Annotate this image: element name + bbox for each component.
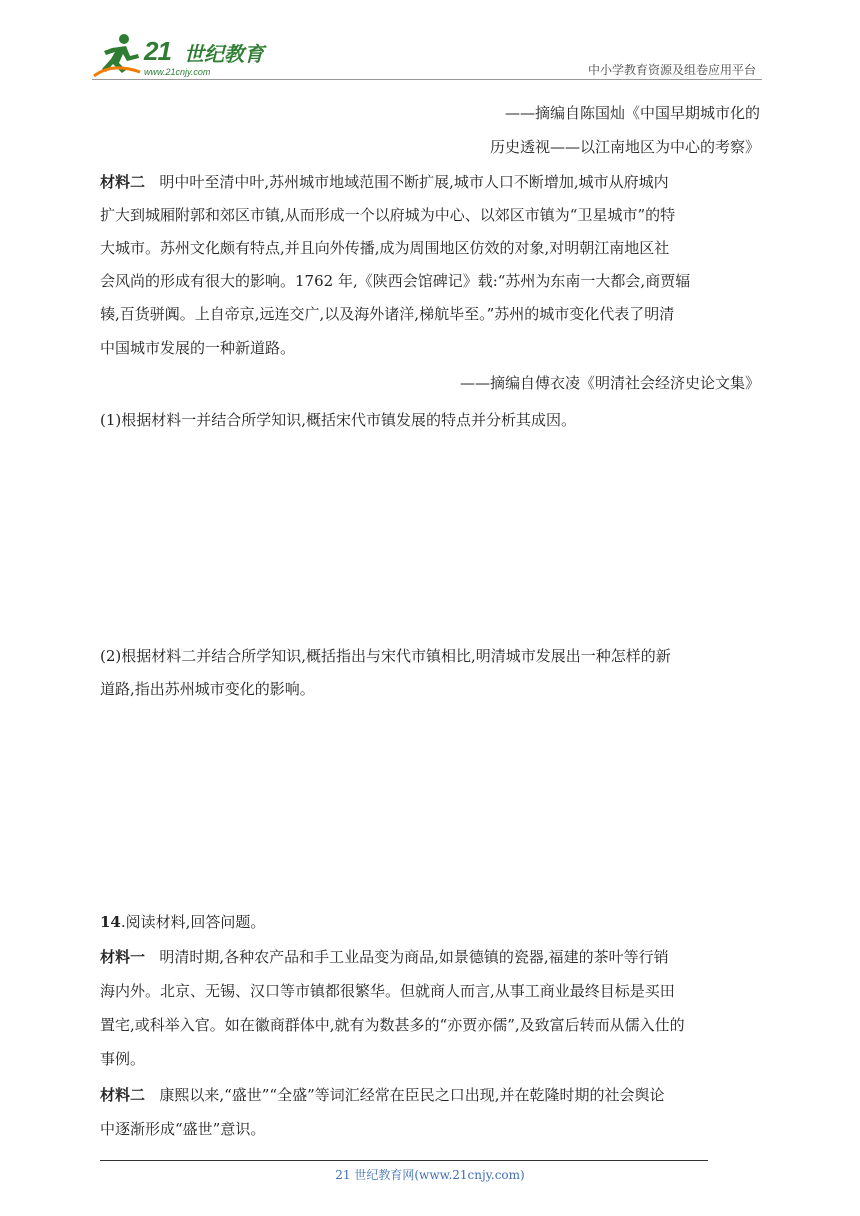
q14-material-one-line-3: 置宅,或科举入官。如在徽商群体中,就有为数甚多的“亦贾亦儒”,及致富后转而从儒入仕的 — [100, 1016, 685, 1034]
material-two-line-6: 中国城市发展的一种新道路。 — [100, 339, 296, 357]
material-two-line-5: 辏,百货骈阗。上自帝京,远连交广,以及海外诸洋,梯航毕至。”苏州的城市变化代表了明清 — [100, 305, 675, 323]
question-2-line-1: (2)根据材料二并结合所学知识,概括指出与宋代市镇相比,明清城市发展出一种怎样的新 — [100, 647, 671, 665]
material-label: 材料二 — [100, 173, 146, 191]
q14-material-two-line-2: 中逐渐形成“盛世”意识。 — [100, 1120, 266, 1138]
question-14-heading — [100, 911, 760, 933]
source-citation-line-2: 历史透视——以江南地区为中心的考察》 — [489, 138, 760, 156]
material-label: 材料二 — [100, 1086, 146, 1104]
material-two-line-1 — [100, 171, 760, 193]
site-logo[interactable] — [92, 30, 272, 78]
header-divider — [92, 79, 762, 80]
material-two-line-4: 会风尚的形成有很大的影响。1762 年,《陕西会馆碑记》载:“苏州为东南一大都会,商贾辐 — [100, 272, 691, 290]
logo-text: 世纪教育 — [184, 42, 264, 66]
q14-material-one-line-4: 事例。 — [100, 1050, 146, 1068]
logo-number: 21 — [144, 36, 171, 66]
q14-material-one-line-1 — [100, 946, 760, 968]
question-prompt: .阅读材料,回答问题。 — [120, 913, 266, 931]
material-two-source: ——摘编自傅衣凌《明清社会经济史论文集》 — [459, 374, 760, 392]
q14-material-one-line-2: 海内外。北京、无锡、汉口等市镇都很繁华。但就商人而言,从事工商业最终目标是买田 — [100, 982, 675, 1000]
footer-link[interactable]: 21 世纪教育网(www.21cnjy.com) — [335, 1168, 525, 1182]
question-1: (1)根据材料一并结合所学知识,概括宋代市镇发展的特点并分析其成因。 — [100, 411, 577, 429]
material-text: 明清时期,各种农产品和手工业品变为商品,如景德镇的瓷器,福建的茶叶等行销 — [159, 948, 669, 966]
footer-divider — [100, 1160, 708, 1161]
material-label: 材料一 — [100, 948, 146, 966]
question-number: 14 — [100, 913, 121, 931]
source-citation-line-1: ——摘编自陈国灿《中国早期城市化的 — [504, 104, 760, 122]
material-two-line-3: 大城市。苏州文化颇有特点,并且向外传播,成为周围地区仿效的对象,对明朝江南地区社 — [100, 239, 670, 257]
material-text: 明中叶至清中叶,苏州城市地域范围不断扩展,城市人口不断增加,城市从府城内 — [159, 173, 669, 191]
platform-name: 中小学教育资源及组卷应用平台 — [587, 63, 756, 77]
q14-material-two-line-1 — [100, 1084, 760, 1106]
material-text: 康熙以来,“盛世”“全盛”等词汇经常在臣民之口出现,并在乾隆时期的社会舆论 — [159, 1086, 665, 1104]
logo-url: www.21cnjy.com — [144, 67, 211, 77]
question-2-line-2: 道路,指出苏州城市变化的影响。 — [100, 680, 315, 698]
page-header — [92, 30, 760, 80]
material-two-line-2: 扩大到城厢附郭和郊区市镇,从而形成一个以府城为中心、以郊区市镇为“卫星城市”的特 — [100, 206, 676, 224]
runner-icon — [92, 32, 144, 78]
